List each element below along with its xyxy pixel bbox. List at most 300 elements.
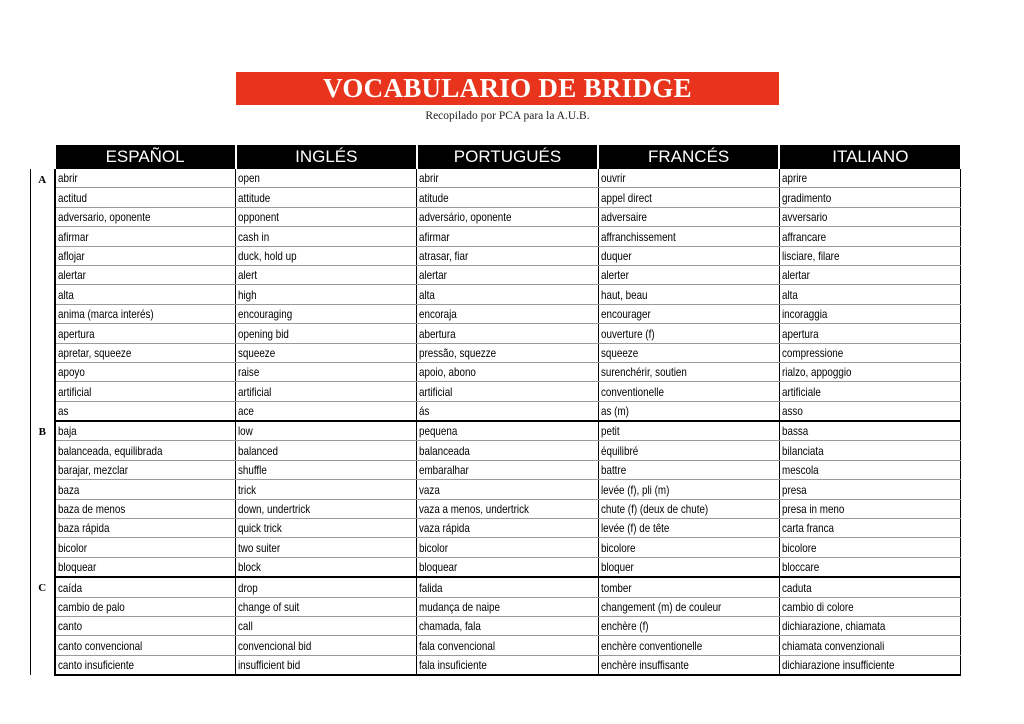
term-italian bbox=[779, 304, 960, 323]
term-text: trick bbox=[238, 482, 257, 497]
term-spanish bbox=[55, 227, 236, 246]
term-english bbox=[236, 636, 417, 655]
term-italian bbox=[779, 207, 960, 226]
term-french bbox=[598, 188, 779, 207]
term-text: bicolor bbox=[57, 540, 87, 555]
term-text: apoyo bbox=[57, 365, 85, 380]
term-french bbox=[598, 304, 779, 323]
term-text: adversaire bbox=[600, 210, 647, 225]
term-italian bbox=[779, 636, 960, 655]
term-spanish bbox=[55, 655, 236, 675]
term-spanish bbox=[55, 362, 236, 381]
header-row bbox=[31, 145, 961, 169]
term-french bbox=[598, 343, 779, 362]
term-text: vaza a menos, undertrick bbox=[419, 502, 530, 517]
term-italian bbox=[779, 169, 960, 188]
term-text: quick trick bbox=[238, 521, 282, 536]
term-portuguese bbox=[417, 169, 598, 188]
term-text: haut, beau bbox=[600, 287, 648, 302]
term-text: barajar, mezclar bbox=[57, 463, 128, 478]
table-row bbox=[31, 616, 961, 635]
term-spanish bbox=[55, 343, 236, 362]
term-portuguese bbox=[417, 304, 598, 323]
term-text: baza de menos bbox=[57, 502, 125, 517]
term-text: battre bbox=[600, 463, 626, 478]
vocabulary-table bbox=[30, 145, 961, 676]
term-text: raise bbox=[238, 365, 260, 380]
term-french bbox=[598, 207, 779, 226]
table-row bbox=[31, 304, 961, 323]
term-english bbox=[236, 616, 417, 635]
term-text: appel direct bbox=[600, 190, 652, 205]
term-portuguese bbox=[417, 265, 598, 284]
term-english bbox=[236, 324, 417, 343]
table-row bbox=[31, 577, 961, 597]
term-french bbox=[598, 246, 779, 265]
term-portuguese bbox=[417, 285, 598, 304]
term-text: levée (f), pli (m) bbox=[600, 482, 669, 497]
term-english bbox=[236, 207, 417, 226]
term-portuguese bbox=[417, 538, 598, 557]
term-text: alertar bbox=[57, 268, 86, 283]
term-text: canto insuficiente bbox=[57, 658, 134, 673]
term-text: alerter bbox=[600, 268, 629, 283]
term-text: dichiarazione, chiamata bbox=[781, 619, 886, 634]
term-spanish bbox=[55, 188, 236, 207]
term-french bbox=[598, 460, 779, 479]
term-spanish bbox=[55, 577, 236, 597]
header-french: FRANCÉS bbox=[598, 145, 779, 169]
term-portuguese bbox=[417, 362, 598, 381]
term-french bbox=[598, 324, 779, 343]
term-text: abertura bbox=[419, 326, 457, 341]
term-french bbox=[598, 597, 779, 616]
term-italian bbox=[779, 577, 960, 597]
term-text: high bbox=[238, 287, 257, 302]
table-row bbox=[31, 343, 961, 362]
term-portuguese bbox=[417, 343, 598, 362]
term-english bbox=[236, 538, 417, 557]
term-french bbox=[598, 441, 779, 460]
term-spanish bbox=[55, 499, 236, 518]
term-text: baja bbox=[57, 424, 77, 439]
table-row bbox=[31, 441, 961, 460]
term-text: ás bbox=[419, 404, 430, 419]
table-row bbox=[31, 636, 961, 655]
term-italian bbox=[779, 480, 960, 499]
term-text: vaza rápida bbox=[419, 521, 471, 536]
term-french bbox=[598, 401, 779, 421]
table-row bbox=[31, 421, 961, 441]
term-text: alta bbox=[419, 287, 436, 302]
term-text: change of suit bbox=[238, 599, 300, 614]
term-text: chute (f) (deux de chute) bbox=[600, 502, 708, 517]
term-text: open bbox=[238, 171, 261, 186]
term-text: squeeze bbox=[238, 345, 276, 360]
term-text: shuffle bbox=[238, 463, 268, 478]
term-english bbox=[236, 401, 417, 421]
term-text: falida bbox=[419, 580, 443, 595]
header-spanish: ESPAÑOL bbox=[55, 145, 236, 169]
term-italian bbox=[779, 265, 960, 284]
term-text: pequena bbox=[419, 424, 458, 439]
term-text: canto bbox=[57, 619, 82, 634]
term-portuguese bbox=[417, 597, 598, 616]
term-text: two suiter bbox=[238, 540, 281, 555]
term-text: mudança de naipe bbox=[419, 599, 501, 614]
term-text: surenchérir, soutien bbox=[600, 365, 687, 380]
term-text: down, undertrick bbox=[238, 502, 311, 517]
term-text: presa bbox=[781, 482, 807, 497]
term-text: bloquer bbox=[600, 560, 634, 575]
term-text: opening bid bbox=[238, 326, 290, 341]
term-text: asso bbox=[781, 404, 803, 419]
term-spanish bbox=[55, 519, 236, 538]
term-text: gradimento bbox=[781, 190, 831, 205]
term-english bbox=[236, 362, 417, 381]
term-italian bbox=[779, 227, 960, 246]
term-text: attitude bbox=[238, 190, 271, 205]
term-text: encouraging bbox=[238, 307, 293, 322]
term-text: cambio di colore bbox=[781, 599, 854, 614]
term-portuguese bbox=[417, 401, 598, 421]
term-italian bbox=[779, 597, 960, 616]
term-text: anima (marca interés) bbox=[57, 307, 154, 322]
term-english bbox=[236, 655, 417, 675]
term-text: dichiarazione insufficiente bbox=[781, 658, 895, 673]
term-french bbox=[598, 577, 779, 597]
term-french bbox=[598, 265, 779, 284]
term-text: duquer bbox=[600, 248, 632, 263]
term-spanish bbox=[55, 265, 236, 284]
term-portuguese bbox=[417, 480, 598, 499]
term-text: alertar bbox=[419, 268, 448, 283]
term-portuguese bbox=[417, 421, 598, 441]
term-spanish bbox=[55, 616, 236, 635]
section-letter: A bbox=[31, 169, 55, 421]
term-english bbox=[236, 577, 417, 597]
term-portuguese bbox=[417, 207, 598, 226]
term-portuguese bbox=[417, 577, 598, 597]
term-text: balanceada, equilibrada bbox=[57, 443, 162, 458]
term-text: adversario, oponente bbox=[57, 210, 150, 225]
term-portuguese bbox=[417, 499, 598, 518]
corner-cell bbox=[31, 145, 55, 169]
term-portuguese bbox=[417, 246, 598, 265]
term-portuguese bbox=[417, 227, 598, 246]
term-english bbox=[236, 499, 417, 518]
term-text: carta franca bbox=[781, 521, 834, 536]
term-french bbox=[598, 655, 779, 675]
term-english bbox=[236, 265, 417, 284]
table-row bbox=[31, 460, 961, 479]
term-text: artificial bbox=[238, 384, 272, 399]
term-text: cash in bbox=[238, 229, 270, 244]
term-text: petit bbox=[600, 424, 620, 439]
term-text: atitude bbox=[419, 190, 449, 205]
term-french bbox=[598, 421, 779, 441]
table-row bbox=[31, 557, 961, 577]
table-row bbox=[31, 655, 961, 675]
term-spanish bbox=[55, 460, 236, 479]
term-text: afirmar bbox=[419, 229, 450, 244]
term-italian bbox=[779, 401, 960, 421]
term-spanish bbox=[55, 480, 236, 499]
term-text: ace bbox=[238, 404, 255, 419]
term-text: chiamata convenzionali bbox=[781, 638, 885, 653]
term-text: artificial bbox=[57, 384, 91, 399]
term-text: abrir bbox=[419, 171, 440, 186]
term-text: fala insuficiente bbox=[419, 658, 488, 673]
section-letter: C bbox=[31, 577, 55, 675]
term-french bbox=[598, 557, 779, 577]
term-italian bbox=[779, 460, 960, 479]
term-portuguese bbox=[417, 441, 598, 460]
term-text: duck, hold up bbox=[238, 248, 297, 263]
term-text: enchère insuffisante bbox=[600, 658, 689, 673]
table-row bbox=[31, 265, 961, 284]
term-english bbox=[236, 246, 417, 265]
term-italian bbox=[779, 421, 960, 441]
term-italian bbox=[779, 324, 960, 343]
term-text: actitud bbox=[57, 190, 87, 205]
term-text: balanceada bbox=[419, 443, 471, 458]
term-french bbox=[598, 285, 779, 304]
term-italian bbox=[779, 285, 960, 304]
term-spanish bbox=[55, 169, 236, 188]
term-english bbox=[236, 557, 417, 577]
term-french bbox=[598, 169, 779, 188]
term-text: insufficient bid bbox=[238, 658, 301, 673]
term-text: mescola bbox=[781, 463, 819, 478]
term-text: changement (m) de couleur bbox=[600, 599, 721, 614]
term-text: apertura bbox=[57, 326, 95, 341]
term-english bbox=[236, 188, 417, 207]
term-english bbox=[236, 519, 417, 538]
term-text: affranchissement bbox=[600, 229, 676, 244]
term-text: presa in meno bbox=[781, 502, 845, 517]
term-text: bloquear bbox=[419, 560, 458, 575]
table-row bbox=[31, 480, 961, 499]
term-text: vaza bbox=[419, 482, 441, 497]
term-text: convencional bid bbox=[238, 638, 312, 653]
term-italian bbox=[779, 557, 960, 577]
header-english: INGLÉS bbox=[236, 145, 417, 169]
term-text: apoio, abono bbox=[419, 365, 477, 380]
term-spanish bbox=[55, 324, 236, 343]
term-text: low bbox=[238, 424, 253, 439]
term-text: adversário, oponente bbox=[419, 210, 512, 225]
page-subtitle: Recopilado por PCA para la A.U.B. bbox=[425, 110, 590, 122]
term-text: bicolore bbox=[781, 540, 817, 555]
term-text: embaralhar bbox=[419, 463, 470, 478]
term-text: incoraggia bbox=[781, 307, 828, 322]
term-text: squeeze bbox=[600, 345, 638, 360]
term-english bbox=[236, 285, 417, 304]
term-text: as bbox=[57, 404, 68, 419]
term-text: canto convencional bbox=[57, 638, 142, 653]
term-italian bbox=[779, 441, 960, 460]
table-row bbox=[31, 285, 961, 304]
term-english bbox=[236, 421, 417, 441]
term-text: enchère (f) bbox=[600, 619, 649, 634]
term-text: ouvrir bbox=[600, 171, 626, 186]
term-text: cambio de palo bbox=[57, 599, 125, 614]
term-portuguese bbox=[417, 382, 598, 401]
term-text: encoraja bbox=[419, 307, 458, 322]
term-italian bbox=[779, 188, 960, 207]
term-italian bbox=[779, 519, 960, 538]
term-text: artificial bbox=[419, 384, 453, 399]
term-text: alta bbox=[781, 287, 798, 302]
term-text: fala convencional bbox=[419, 638, 496, 653]
term-portuguese bbox=[417, 188, 598, 207]
term-portuguese bbox=[417, 519, 598, 538]
term-french bbox=[598, 362, 779, 381]
term-spanish bbox=[55, 401, 236, 421]
term-text: affrancare bbox=[781, 229, 826, 244]
term-portuguese bbox=[417, 636, 598, 655]
term-spanish bbox=[55, 304, 236, 323]
term-spanish bbox=[55, 538, 236, 557]
term-text: chamada, fala bbox=[419, 619, 482, 634]
term-french bbox=[598, 538, 779, 557]
term-spanish bbox=[55, 246, 236, 265]
term-text: enchère conventionelle bbox=[600, 638, 702, 653]
term-text: conventionelle bbox=[600, 384, 664, 399]
term-text: pressão, squezze bbox=[419, 345, 497, 360]
term-italian bbox=[779, 655, 960, 675]
term-english bbox=[236, 597, 417, 616]
term-french bbox=[598, 499, 779, 518]
table-row bbox=[31, 227, 961, 246]
term-text: bicolor bbox=[419, 540, 449, 555]
table-row bbox=[31, 382, 961, 401]
table-row bbox=[31, 499, 961, 518]
term-portuguese bbox=[417, 460, 598, 479]
term-text: encourager bbox=[600, 307, 651, 322]
section-letter: B bbox=[31, 421, 55, 577]
term-italian bbox=[779, 538, 960, 557]
term-text: bilanciata bbox=[781, 443, 824, 458]
term-text: atrasar, fiar bbox=[419, 248, 469, 263]
term-spanish bbox=[55, 557, 236, 577]
term-english bbox=[236, 304, 417, 323]
term-english bbox=[236, 441, 417, 460]
table-row bbox=[31, 169, 961, 188]
term-text: alertar bbox=[781, 268, 810, 283]
term-italian bbox=[779, 246, 960, 265]
table-body bbox=[31, 169, 961, 675]
term-portuguese bbox=[417, 557, 598, 577]
term-spanish bbox=[55, 597, 236, 616]
term-text: baza bbox=[57, 482, 79, 497]
term-text: caída bbox=[57, 580, 82, 595]
term-text: alta bbox=[57, 287, 74, 302]
term-text: alert bbox=[238, 268, 258, 283]
term-italian bbox=[779, 362, 960, 381]
table-row bbox=[31, 538, 961, 557]
term-text: équilibré bbox=[600, 443, 638, 458]
term-text: aprire bbox=[781, 171, 807, 186]
table-row bbox=[31, 207, 961, 226]
term-portuguese bbox=[417, 616, 598, 635]
term-text: as (m) bbox=[600, 404, 629, 419]
page-title: VOCABULARIO DE BRIDGE bbox=[323, 73, 692, 103]
term-italian bbox=[779, 499, 960, 518]
term-text: avversario bbox=[781, 210, 828, 225]
term-text: bloquear bbox=[57, 560, 96, 575]
term-text: aflojar bbox=[57, 248, 85, 263]
term-english bbox=[236, 480, 417, 499]
term-text: apretar, squeeze bbox=[57, 345, 131, 360]
term-spanish bbox=[55, 285, 236, 304]
table-row bbox=[31, 324, 961, 343]
term-text: bicolore bbox=[600, 540, 636, 555]
term-text: balanced bbox=[238, 443, 279, 458]
term-text: drop bbox=[238, 580, 258, 595]
term-french bbox=[598, 227, 779, 246]
term-spanish bbox=[55, 636, 236, 655]
table-row bbox=[31, 188, 961, 207]
table-row bbox=[31, 597, 961, 616]
term-text: tomber bbox=[600, 580, 632, 595]
term-spanish bbox=[55, 382, 236, 401]
term-text: caduta bbox=[781, 580, 812, 595]
term-text: abrir bbox=[57, 171, 78, 186]
term-text: baza rápida bbox=[57, 521, 109, 536]
term-text: bloccare bbox=[781, 560, 819, 575]
term-italian bbox=[779, 616, 960, 635]
table-row bbox=[31, 401, 961, 421]
term-french bbox=[598, 480, 779, 499]
term-text: afirmar bbox=[57, 229, 89, 244]
title-banner bbox=[236, 72, 779, 105]
term-text: opponent bbox=[238, 210, 280, 225]
term-english bbox=[236, 227, 417, 246]
header-portuguese: PORTUGUÉS bbox=[417, 145, 598, 169]
term-spanish bbox=[55, 421, 236, 441]
header-italian: ITALIANO bbox=[779, 145, 960, 169]
term-text: apertura bbox=[781, 326, 819, 341]
term-french bbox=[598, 519, 779, 538]
term-text: bassa bbox=[781, 424, 809, 439]
table-row bbox=[31, 519, 961, 538]
table-row bbox=[31, 362, 961, 381]
term-spanish bbox=[55, 207, 236, 226]
term-english bbox=[236, 169, 417, 188]
term-text: ouverture (f) bbox=[600, 326, 655, 341]
term-french bbox=[598, 382, 779, 401]
table-row bbox=[31, 246, 961, 265]
term-text: levée (f) de tête bbox=[600, 521, 669, 536]
term-italian bbox=[779, 343, 960, 362]
term-text: block bbox=[238, 560, 262, 575]
term-text: lisciare, filare bbox=[781, 248, 840, 263]
term-text: call bbox=[238, 619, 253, 634]
term-english bbox=[236, 343, 417, 362]
term-italian bbox=[779, 382, 960, 401]
term-text: compressione bbox=[781, 345, 844, 360]
term-portuguese bbox=[417, 655, 598, 675]
term-spanish bbox=[55, 441, 236, 460]
term-english bbox=[236, 382, 417, 401]
term-english bbox=[236, 460, 417, 479]
term-portuguese bbox=[417, 324, 598, 343]
term-text: artificiale bbox=[781, 384, 821, 399]
term-text: rialzo, appoggio bbox=[781, 365, 852, 380]
term-french bbox=[598, 636, 779, 655]
